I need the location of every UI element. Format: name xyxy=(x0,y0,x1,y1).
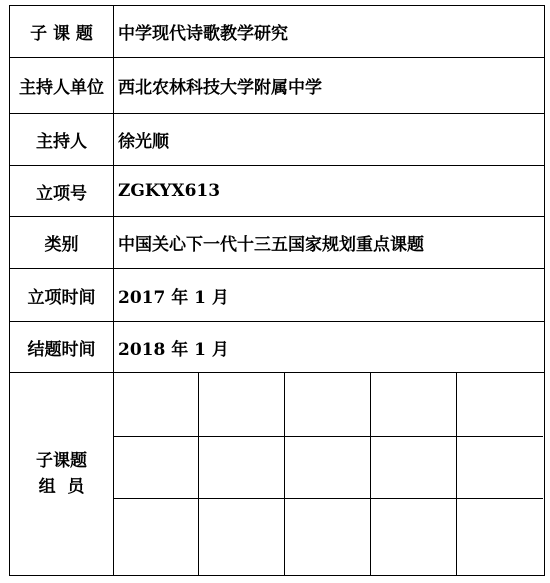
row-members xyxy=(10,373,544,575)
project-info-table xyxy=(9,5,545,576)
value-end-date: 2018 年 1 月 xyxy=(118,339,229,360)
member-cell xyxy=(199,373,285,437)
label-host: 主持人 xyxy=(10,114,114,165)
row-project-number xyxy=(10,166,544,217)
label-subtopic: 子 课 题 xyxy=(10,6,114,57)
value-start-date: 2017 年 1 月 xyxy=(118,287,229,308)
value-project-number: ZGKYX613 xyxy=(118,181,221,201)
member-cell xyxy=(371,373,457,437)
row-category xyxy=(10,217,544,269)
row-start-date xyxy=(10,269,544,322)
member-cell xyxy=(371,499,457,575)
label-start-date: 立项时间 xyxy=(10,269,114,321)
member-cell xyxy=(285,437,371,499)
label-category: 类别 xyxy=(10,217,114,268)
member-cell xyxy=(114,373,199,437)
member-cell xyxy=(199,437,285,499)
member-cell xyxy=(199,499,285,575)
label-end-date: 结题时间 xyxy=(10,322,114,372)
member-cell xyxy=(457,499,543,575)
row-host-unit xyxy=(10,58,544,114)
row-subtopic xyxy=(10,6,544,58)
row-end-date xyxy=(10,322,544,373)
label-members-line1: 子课题 xyxy=(36,451,87,471)
value-subtopic: 中学现代诗歌教学研究 xyxy=(118,24,288,44)
label-members-line2: 组 员 xyxy=(38,477,85,497)
label-project-number: 立项号 xyxy=(10,166,114,216)
member-cell xyxy=(285,499,371,575)
member-cell xyxy=(457,373,543,437)
value-host-unit: 西北农林科技大学附属中学 xyxy=(118,78,322,98)
value-host: 徐光顺 xyxy=(118,132,169,152)
label-host-unit: 主持人单位 xyxy=(10,58,114,113)
member-cell xyxy=(114,437,199,499)
label-members xyxy=(10,373,114,575)
member-cell xyxy=(457,437,543,499)
value-category: 中国关心下一代十三五国家规划重点课题 xyxy=(118,235,424,255)
member-cell xyxy=(371,437,457,499)
row-host xyxy=(10,114,544,166)
member-cell xyxy=(285,373,371,437)
members-grid xyxy=(114,373,544,575)
member-cell xyxy=(114,499,199,575)
